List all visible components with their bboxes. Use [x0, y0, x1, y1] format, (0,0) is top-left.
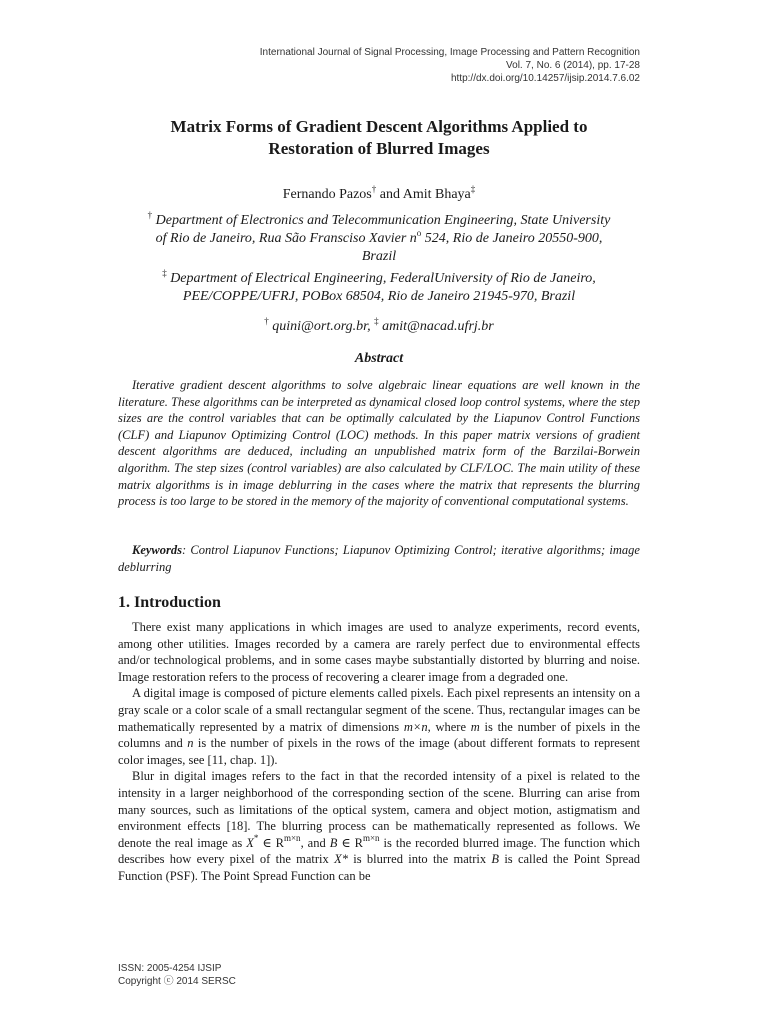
- p3-text-d: ∈ R: [337, 835, 363, 850]
- p3-star: *: [253, 832, 259, 843]
- email-1[interactable]: quini@ort.org.br,: [268, 319, 375, 334]
- paper-title: [118, 116, 640, 160]
- page-footer: [118, 962, 236, 988]
- p3-var-x-star: X*: [334, 852, 348, 867]
- abstract-text: Iterative gradient descent algorithms to solve algebraic linear equations are well known in the literature. These algorithms can be interpreted as dynamical closed loop control systems, where the step sizes are the control variables that can be optimally calculated by the Liapunov Control Functions (CLF) and Liapunov Optimizing Control (LOC) methods. In this paper matrix versions of gradient descent algorithms are deduced, including an unpublished matrix form of the Barzilai-Borwein algorithm. The step sizes (control variables) are also calculated by CLF/LOC. The main utility of these matrix algorithms is in image deblurring in the cases where the matrix that represents the blurring process is too large to be stored in the memory of the majority of conventional computational systems.: [118, 378, 640, 509]
- p3-text-f: is blurred into the matrix: [347, 852, 492, 867]
- p2-dimensions: m×n: [403, 719, 428, 734]
- abstract-heading: Abstract: [354, 351, 404, 366]
- title-line-2: Restoration of Blurred Images: [268, 139, 490, 158]
- introduction-body: [118, 619, 640, 885]
- p3-dim-1: m×n: [283, 832, 301, 843]
- p3-var-b: B: [329, 835, 338, 850]
- email-line: [118, 318, 640, 336]
- email-1-mark: †: [264, 316, 269, 326]
- affiliation-1-line-2b: 524, Rio de Janeiro 20550-900,: [421, 231, 603, 246]
- affiliation-2-line-1: Department of Electrical Engineering, FederalUniversity of Rio de Janeiro,: [166, 271, 596, 286]
- p2-text-a: A digital image is composed of picture elements called pixels. Each pixel represents an intensity on a gray scale or a color scale of a small rectangular segment of the scene. Thus, rectangular images can be mathematically represented by a matrix of dimensions: [118, 686, 640, 734]
- p2-var-n: n: [187, 736, 194, 751]
- p3-text-e: is the recorded blurred image. The function which describes how every pixel of the matrix: [118, 835, 641, 867]
- affiliation-1-mark: †: [147, 210, 153, 220]
- section-heading-introduction: 1. Introduction: [118, 594, 221, 611]
- p2-text-b: , where: [427, 719, 471, 734]
- affiliation-1-degree: o: [416, 228, 422, 238]
- author-2-mark: ‡: [470, 184, 476, 194]
- p2-var-m: m: [470, 719, 480, 734]
- p3-dim-2: m×n: [362, 832, 380, 843]
- p2-text-c: is the number of pixels in the columns and: [118, 719, 640, 751]
- author-list: [118, 186, 640, 204]
- p3-var-b-2: B: [491, 852, 500, 867]
- affiliation-1: [118, 212, 640, 266]
- author-1-mark: †: [371, 184, 377, 194]
- author-2: and Amit Bhaya: [376, 187, 471, 202]
- copyright: Copyright ⓒ 2014 SERSC: [118, 976, 236, 987]
- p3-text-g: is called the Point Spread Function (PSF). The Point Spread Function can be: [118, 852, 640, 883]
- affiliation-1-line-3: Brazil: [361, 249, 397, 264]
- journal-header: [260, 46, 640, 85]
- keywords-label: Keywords: [132, 543, 182, 557]
- p3-text-b: ∈ R: [258, 835, 284, 850]
- affiliation-1-line-1: Department of Electronics and Telecommunication Engineering, State University: [152, 213, 611, 228]
- p3-var-x: X: [246, 835, 254, 850]
- intro-paragraph-1: There exist many applications in which images are used to analyze experiments, record events, among other utilities. Images recorded by a camera are rarely perfect due to environmental effects and/or technological problems, and in some cases maybe substantially distorted by blurring and noise. Image restoration refers to the process of recovering a clearer image from a degraded one.: [118, 620, 640, 684]
- p3-text-c: , and: [300, 835, 330, 850]
- p3-text-a: Blur in digital images refers to the fact in that the recorded intensity of a pixel is related to the intensity in a larger neighborhood of the corresponding section of the scene. Blurring can arise from many sources, such as limitations of the optical system, camera and object motion, astigmatism and environment effects [18]. The blurring process can be mathematically represented as follows. We denote the real image as: [118, 769, 640, 850]
- email-2[interactable]: amit@nacad.ufrj.br: [378, 319, 494, 334]
- author-1: Fernando Pazos: [282, 187, 372, 202]
- keywords: [118, 542, 640, 575]
- keywords-text: : Control Liapunov Functions; Liapunov Optimizing Control; iterative algorithms; image deblurring: [118, 543, 640, 574]
- journal-name: International Journal of Signal Processing, Image Processing and Pattern Recognition: [259, 47, 640, 58]
- doi-link[interactable]: http://dx.doi.org/10.14257/ijsip.2014.7.6.02: [450, 73, 640, 84]
- title-line-1: Matrix Forms of Gradient Descent Algorithms Applied to: [170, 117, 588, 136]
- affiliation-2-mark: ‡: [162, 268, 167, 278]
- intro-paragraph-2: [118, 685, 640, 768]
- affiliation-1-line-2a: of Rio de Janeiro, Rua São Fransciso Xavier n: [155, 231, 417, 246]
- affiliation-2-line-2: PEE/COPPE/UFRJ, POBox 68504, Rio de Janeiro 21945-970, Brazil: [182, 289, 576, 304]
- journal-volume: Vol. 7, No. 6 (2014), pp. 17-28: [506, 60, 640, 71]
- p2-text-d: is the number of pixels in the rows of the image (about different formats to represent color images, see [11, chap. 1]).: [118, 736, 640, 767]
- issn: ISSN: 2005-4254 IJSIP: [118, 963, 222, 974]
- email-2-mark: ‡: [374, 316, 379, 326]
- intro-paragraph-3: [118, 768, 640, 884]
- affiliation-2: [118, 270, 640, 306]
